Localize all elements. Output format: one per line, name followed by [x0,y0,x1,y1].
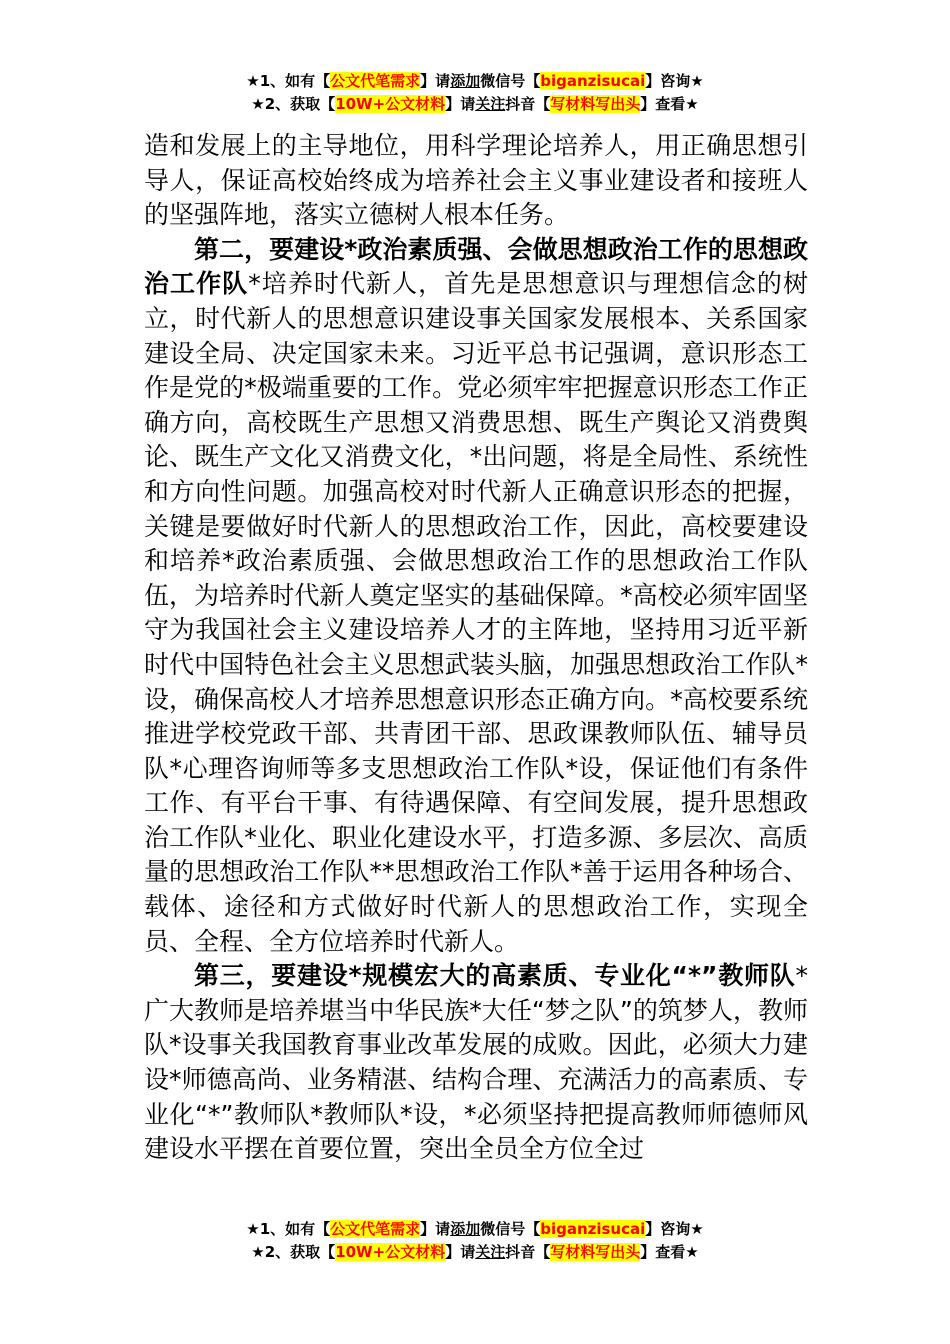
banner-line-2 [0,93,950,116]
banner-text: 】咨询★ [645,72,704,90]
banner-text: ★2、获取【 [251,95,336,113]
banner-text: 抖音【 [505,1243,551,1261]
banner-text: 】请 [420,1220,451,1238]
banner-line-1 [0,1218,950,1241]
banner-text: 】请 [445,95,476,113]
document-body [144,129,808,1167]
banner-douyin-name: 写材料写出头 [550,95,641,113]
banner-text: 抖音【 [505,95,551,113]
banner-text: 】咨询★ [645,1220,704,1238]
banner-text: ★2、获取【 [251,1243,336,1261]
banner-wechat-id: biganzisucai [540,1220,646,1238]
banner-douyin-name: 写材料写出头 [550,1243,641,1261]
banner-text: ★1、如有【 [246,1220,331,1238]
banner-line-1 [0,70,950,93]
banner-text: 】请 [445,1243,476,1261]
banner-highlight: 公文代笔需求 [330,72,421,90]
section-heading-third: 第三，要建设*规模宏大的高素质、专业化“*”教师队 [194,961,796,991]
section-heading-second: 第二，要建设*政治素质强、会做思想政治工作的思想政治工作队 [144,234,808,299]
paragraph-continued: 造和发展上的主导地位，用科学理论培养人，用正确思想引导人，保证高校始终成为培养社会主义事业建设者和接班人的坚强阵地，落实立德树人根本任务。 [144,131,808,230]
banner-underline: 添加 [450,1220,481,1238]
footer-banner [0,1218,950,1264]
banner-text: 微信号【 [480,1220,541,1238]
section-body-second: *培养时代新人，首先是思想意识与理想信念的树立，时代新人的思想意识建设事关国家发展根本、关系国家建设全局、决定国家未来。习近平总书记强调，意识形态工作是党的*极端重要的工作。党必须牢牢把握意识形态工作正确方向，高校既生产思想又消费思想、既生产舆论又消费舆论、既生产文化又消费文化，*出问题，将是全局性、系统性和方向性问题。加强高校对时代新人正确意识形态的把握，关键是要做好时代新人的思想政治工作，因此，高校要建设和培养*政治素质强、会做思想政治工作的思想政治工作队伍，为培养时代新人奠定坚实的基础保障。*高校必须牢固坚守为我国社会主义建设培养人才的主阵地，坚持用习近平新时代中国特色社会主义思想武装头脑，加强思想政治工作队*设，确保高校人才培养思想意识形态正确方向。*高校要系统推进学校党政干部、共青团干部、思政课教师队伍、辅导员队*心理咨询师等多支思想政治工作队*设，保证他们有条件工作、有平台干事、有待遇保障、有空间发展，提升思想政治工作队*业化、职业化建设水平，打造多源、多层次、高质量的思想政治工作队**思想政治工作队*善于运用各种场合、载体、途径和方式做好时代新人的思想政治工作，实现全员、全程、全方位培养时代新人。 [144,269,808,956]
banner-text: 】查看★ [640,1243,699,1261]
banner-text: 】请 [420,72,451,90]
paragraph-second-point [144,233,808,959]
banner-underline: 关注 [475,95,506,113]
banner-wechat-id: biganzisucai [540,72,646,90]
banner-line-2 [0,1241,950,1264]
header-banner [0,70,950,116]
paragraph-third-point [144,959,808,1167]
banner-underline: 添加 [450,72,481,90]
banner-text: 微信号【 [480,72,541,90]
banner-highlight: 10W+公文材料 [335,1243,446,1261]
banner-text: ★1、如有【 [246,72,331,90]
banner-underline: 关注 [475,1243,506,1261]
banner-highlight: 公文代笔需求 [330,1220,421,1238]
banner-text: 】查看★ [640,95,699,113]
banner-highlight: 10W+公文材料 [335,95,446,113]
section-body-third: *广大教师是培养堪当中华民族*大任“梦之队”的筑梦人，教师队*设事关我国教育事业改革发展的成败。因此，必须大力建设*师德高尚、业务精湛、结构合理、充满活力的高素质、专业化“*”教师队*教师队*设，*必须坚持把提高教师师德师风建设水平摆在首要位置，突出全员全方位全过 [144,961,808,1164]
